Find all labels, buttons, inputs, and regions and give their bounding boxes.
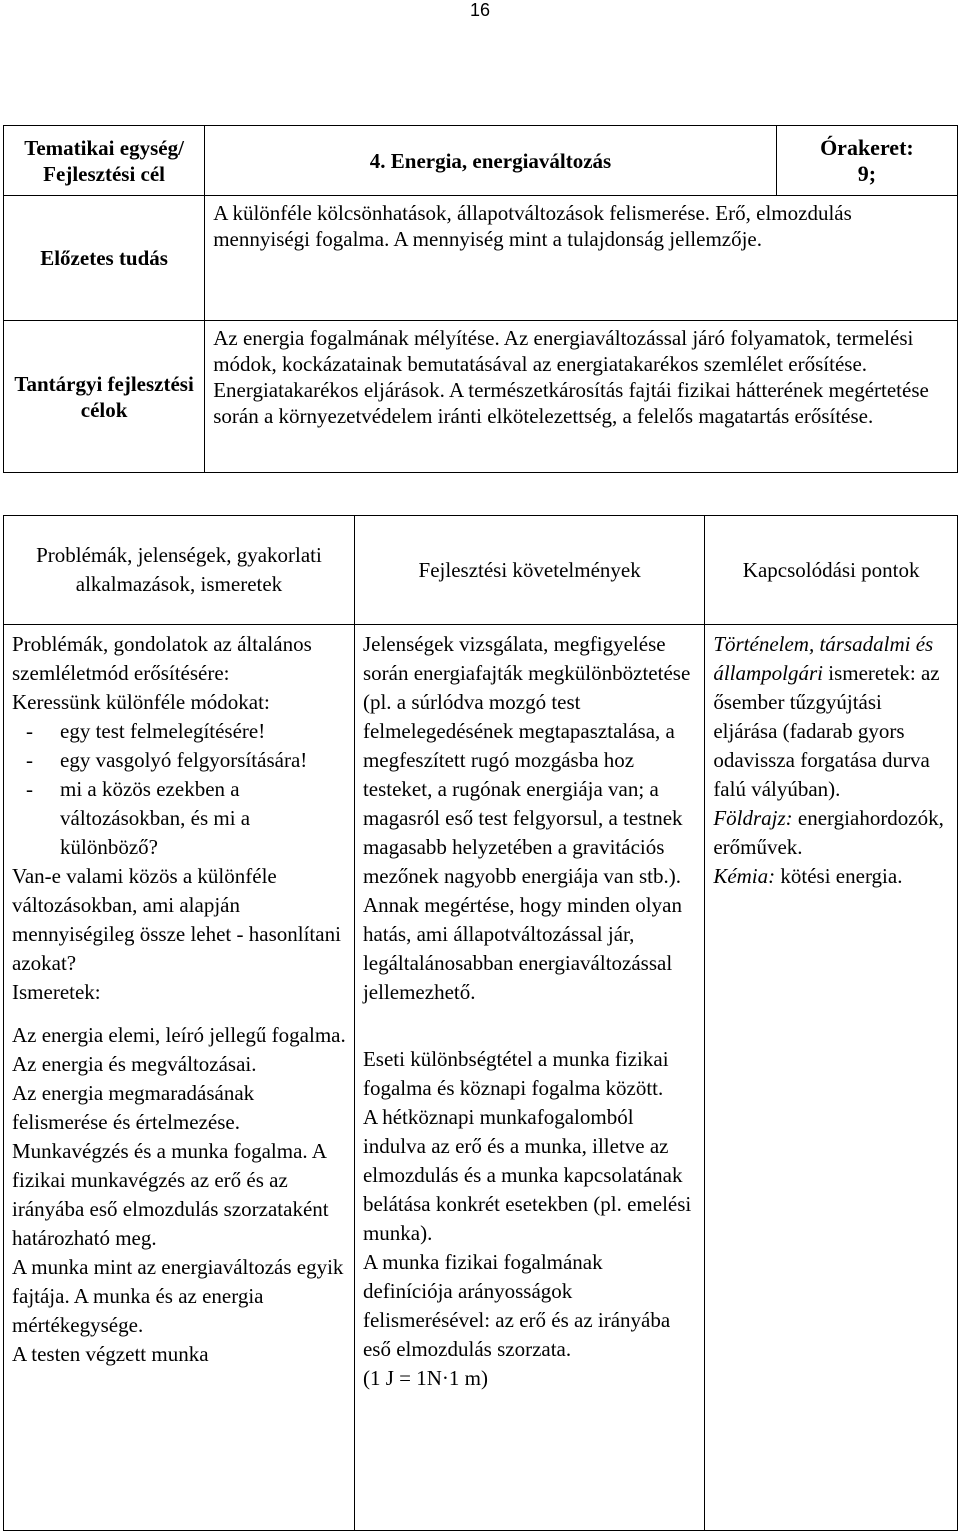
requirement-paragraph: A hétköznapi munkafogalomból indulva az erő és a munka, illetve az elmozdulás és a munka kapcsolatának belátása konkrét esetekben (pl. emelési munka).	[362, 1105, 692, 1245]
content-header-row	[4, 516, 958, 625]
problems-question: Van-e valami közös a különféle változásokban, ami alapján mennyiségileg össze lehet - hasonlítani azokat?	[12, 864, 341, 975]
list-item	[12, 775, 346, 862]
unit-title: 4. Energia, energiaváltozás	[205, 126, 777, 196]
prior-knowledge-row	[4, 196, 958, 321]
requirements-cell	[354, 625, 704, 1531]
geography-label: Földrajz:	[713, 806, 793, 830]
dash-marker: -	[26, 719, 33, 743]
problems-intro: Problémák, gondolatok az általános szemléletmód erősítésére:	[12, 632, 312, 685]
header-requirements: Fejlesztési követelmények	[354, 516, 704, 625]
dash-marker: -	[26, 748, 33, 772]
knowledge-item: A munka mint az energiaváltozás egyik fajtája. A munka és az energia mértékegysége.	[12, 1255, 344, 1337]
requirement-paragraph: Eseti különbségtétel a munka fizikai fogalma és köznapi fogalma között.	[362, 1047, 669, 1100]
connection-geography	[713, 804, 949, 862]
goals-label-cell	[4, 321, 205, 473]
goals-row	[4, 321, 958, 473]
list-item-text: egy vasgolyó felgyorsítására!	[60, 748, 308, 772]
spacer	[12, 1007, 346, 1021]
list-item-text: egy test felmelegítésére!	[60, 719, 266, 743]
requirement-formula: (1 J = 1N·1 m)	[362, 1366, 488, 1390]
header-connections: Kapcsolódási pontok	[705, 516, 958, 625]
prior-knowledge-label: Előzetes tudás	[40, 246, 168, 270]
content-row	[4, 625, 958, 1531]
knowledge-item: Munkavégzés és a munka fogalma. A fizikai munkavégzés az erő és az irányába eső elmozdulás szorzataként határozható meg.	[12, 1139, 329, 1250]
content-table	[3, 515, 958, 1531]
connections-cell	[705, 625, 958, 1531]
problems-cell	[4, 625, 355, 1531]
requirement-paragraph: A munka fizikai fogalmának definíciója arányosságok felismerésével: az erő és az irányába eső elmozdulás szorzata.	[362, 1250, 671, 1361]
knowledge-label: Ismeretek:	[12, 980, 101, 1004]
unit-title-row	[4, 126, 958, 196]
prior-knowledge-label-cell	[4, 196, 205, 321]
hours-label: Órakeret:	[820, 134, 914, 160]
knowledge-item: Az energia elemi, leíró jellegű fogalma. Az energia és megváltozásai.	[12, 1023, 346, 1076]
history-label: Történelem, társadalmi és állampolgári	[713, 632, 934, 685]
dash-marker: -	[26, 777, 33, 801]
header-problems: Problémák, jelenségek, gyakorlati alkalmazások, ismeretek	[4, 516, 355, 625]
page-number: 16	[469, 0, 491, 20]
knowledge-item: Az energia megmaradásának felismerése és értelmezése.	[12, 1081, 255, 1134]
list-item	[12, 717, 346, 746]
unit-label-cell	[4, 126, 205, 196]
chemistry-label: Kémia:	[713, 864, 776, 888]
goals-label: Tantárgyi fejlesztési célok	[14, 371, 194, 422]
requirement-paragraph: Annak megértése, hogy minden olyan hatás, ami állapotváltozással jár, legáltalánosabban energiaváltozással jellemezhető.	[362, 893, 682, 1004]
list-item-text: mi a közös ezekben a változásokban, és mi a különböző?	[60, 777, 251, 859]
hours-value: 9;	[857, 160, 877, 186]
connection-history	[713, 630, 949, 804]
history-text: ismeretek: az ősember tűzgyújtási eljárása (fadarab gyors odavissza forgatása durva falú vályúban).	[713, 661, 940, 801]
knowledge-item: A testen végzett munka	[12, 1342, 209, 1366]
prior-knowledge-text: A különféle kölcsönhatások, állapotváltozások felismerése. Erő, elmozdulás mennyiségi fogalma. A mennyiség mint a tulajdonság jellemzője.	[205, 196, 958, 321]
problems-lead: Keressünk különféle módokat:	[12, 690, 270, 714]
unit-header-table	[3, 125, 958, 473]
goals-text: Az energia fogalmának mélyítése. Az energiaváltozással járó folyamatok, termelési módok, kockázatainak bemutatásával az energiatakarékos szemlélet erősítése. Energiatakarékos eljárások. A természetkárosítás fajtái fizikai hátterének megértetése során a környezetvédelem iránti elkötelezettség, a felelős magatartás erősítése.	[205, 321, 958, 473]
connection-chemistry	[713, 862, 949, 891]
geography-text: energiahordozók, erőművek.	[713, 806, 944, 859]
unit-label: Tematikai egység/ Fejlesztési cél	[24, 135, 184, 186]
list-item	[12, 746, 346, 775]
spacer	[363, 1007, 696, 1045]
hours-cell	[776, 126, 957, 196]
requirement-paragraph: Jelenségek vizsgálata, megfigyelése során energiafajták megkülönböztetése (pl. a súrlódva mozgó test felmelegedésének megtapasztalása, a megfeszített rugó mozgásba hoz testeket, a rugónak energiája van; a magasról eső test felgyorsul, a testnek magasabb helyzetében a gravitációs mezőnek nagyobb energiája van stb.).	[362, 632, 691, 888]
chemistry-text: kötési energia.	[780, 864, 903, 888]
